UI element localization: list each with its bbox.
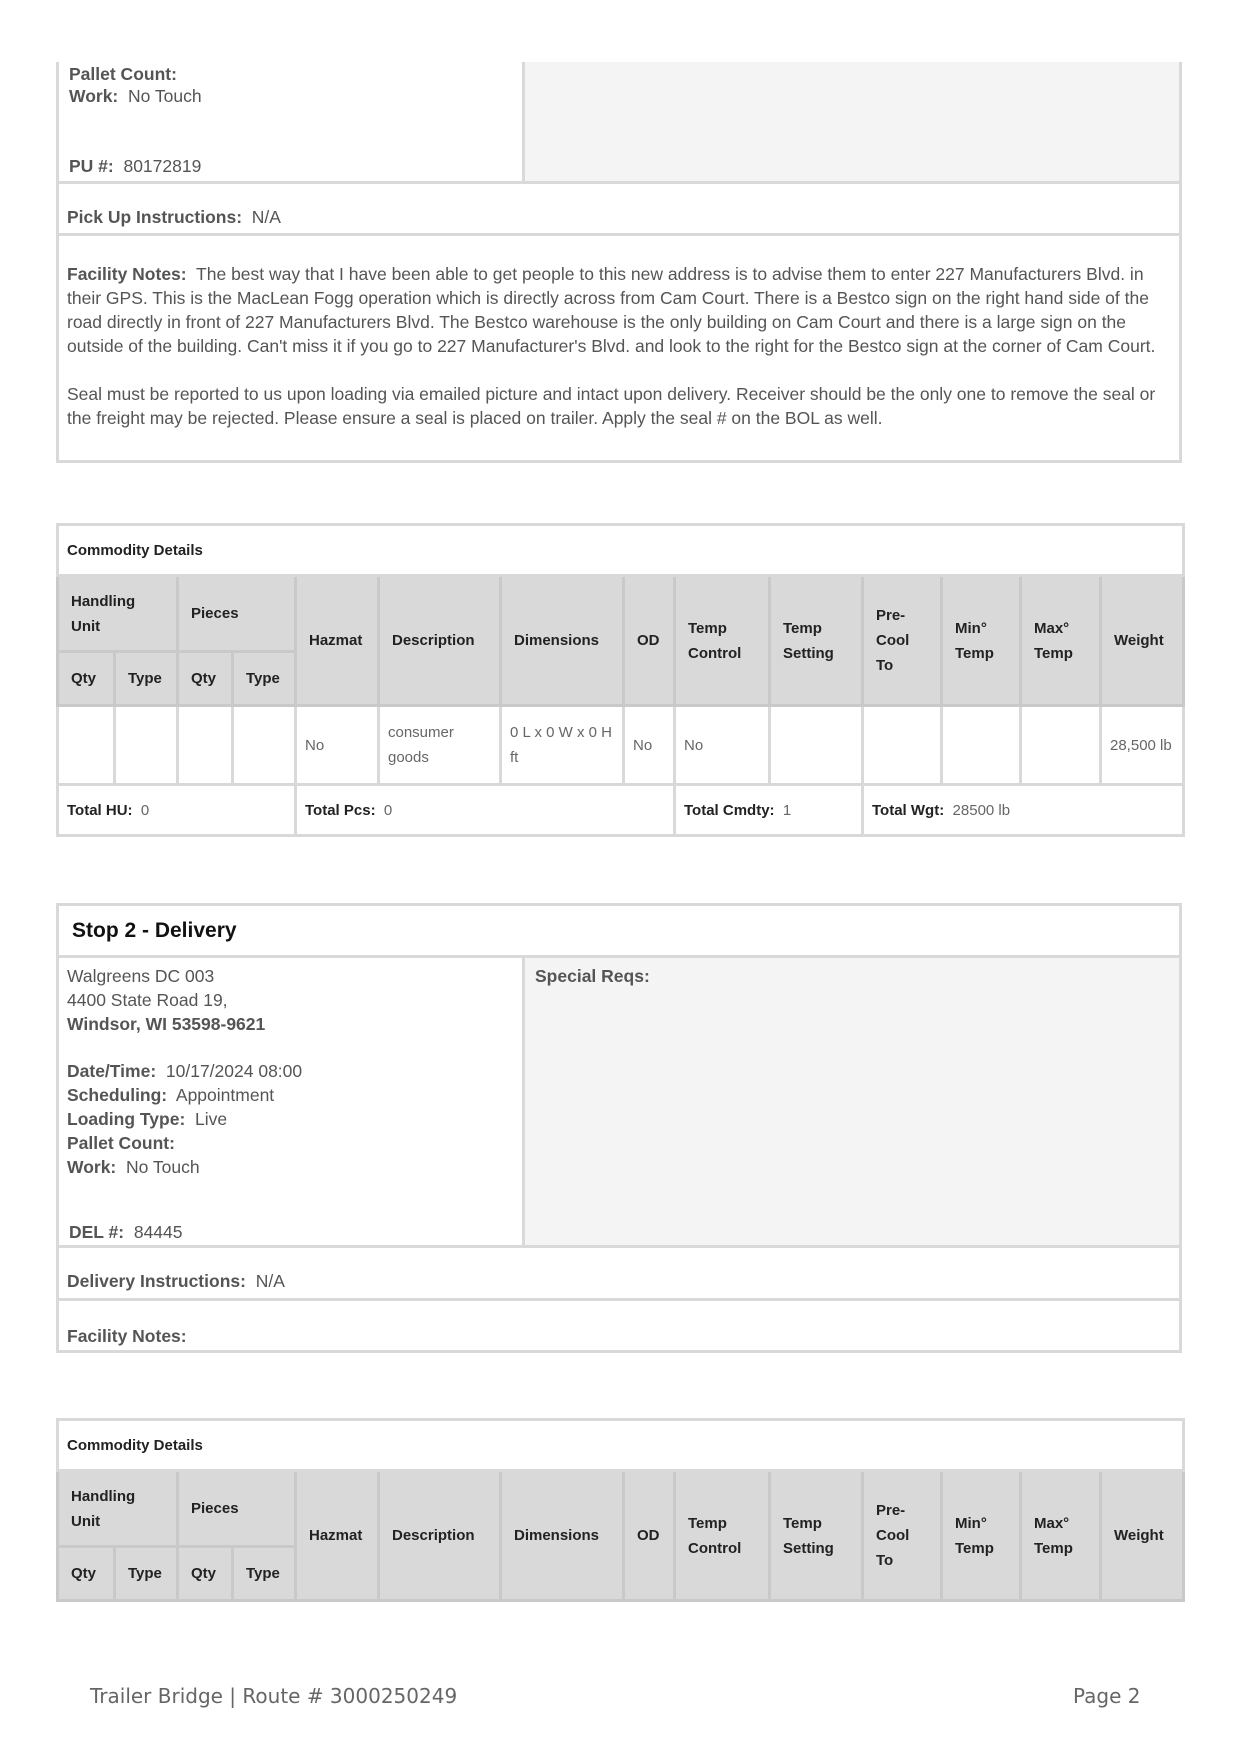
header-temp-setting: Temp Setting (770, 1471, 863, 1601)
facility-notes-label: Facility Notes: (67, 264, 187, 284)
table-row (58, 706, 1184, 785)
header-temp-control: Temp Control (675, 1471, 770, 1601)
header-pieces: Pieces (178, 576, 296, 652)
cell-pc-type (233, 706, 296, 785)
header-hu-type: Type (115, 652, 178, 706)
cell-max-temp (1021, 706, 1101, 785)
header-pc-qty: Qty (178, 1547, 233, 1601)
work-value: No Touch (128, 86, 202, 106)
consignee-city: Windsor, WI 53598-9621 (67, 1014, 266, 1034)
pickup-instructions-label: Pick Up Instructions: (67, 207, 243, 227)
commodity-title: Commodity Details (58, 525, 1184, 576)
total-hu-label: Total HU: (67, 801, 133, 819)
header-od: OD (624, 576, 675, 706)
stop1-right-panel (525, 62, 1179, 181)
commodity-table-2 (56, 1418, 1185, 1602)
stop2-details (56, 958, 1182, 1248)
datetime-value: 10/17/2024 08:00 (165, 1061, 303, 1081)
header-pieces: Pieces (178, 1471, 296, 1547)
del-value: 84445 (133, 1222, 183, 1242)
header-max-temp: Max° Temp (1021, 1471, 1101, 1601)
facility-notes-row-2 (56, 1298, 1182, 1353)
header-weight: Weight (1101, 1471, 1184, 1601)
facility-notes-label-2: Facility Notes: (67, 1326, 187, 1346)
footer-page-number: Page 2 (1073, 1684, 1141, 1708)
stop2-right-panel (525, 958, 1179, 1245)
total-cmdty-value: 1 (782, 801, 792, 819)
header-pc-qty: Qty (178, 652, 233, 706)
delivery-instructions-row (56, 1245, 1182, 1301)
header-description: Description (379, 1471, 501, 1601)
work-label-2: Work: (67, 1157, 117, 1177)
cell-hu-qty (58, 706, 115, 785)
header-handling-unit: Handling Unit (58, 1471, 178, 1547)
header-max-temp: Max° Temp (1021, 576, 1101, 706)
cell-weight: 28,500 lb (1101, 706, 1184, 785)
scheduling-value: Appointment (175, 1085, 275, 1105)
header-min-temp: Min° Temp (942, 1471, 1021, 1601)
totals-row (58, 785, 1184, 836)
cell-pre-cool (863, 706, 942, 785)
header-hu-qty: Qty (58, 652, 115, 706)
header-hazmat: Hazmat (296, 1471, 379, 1601)
header-min-temp: Min° Temp (942, 576, 1021, 706)
stop2-title: Stop 2 - Delivery (72, 919, 237, 942)
header-temp-setting: Temp Setting (770, 576, 863, 706)
pallet-count-label-2: Pallet Count: (67, 1133, 175, 1153)
delivery-instructions-label: Delivery Instructions: (67, 1271, 246, 1291)
total-cmdty (675, 785, 863, 836)
facility-notes-text: The best way that I have been able to get people to this new address is to advise them to enter 227 Manufacturers Blvd. in their GPS. This is the MacLean Fogg operation which is directly across from Cam Court. There is a Bestco sign on the right hand side of the road directly in front of 227 Manufacturers Blvd. The Bestco warehouse is the only building on Cam Court and there is a large sign on the outside of the building. Can't miss it if you go to 227 Manufacturer's Blvd. and look to the right for the Bestco sign at the corner of Cam Court. (67, 264, 1156, 356)
total-cmdty-label: Total Cmdty: (684, 801, 775, 819)
cell-temp-setting (770, 706, 863, 785)
total-wgt (863, 785, 1184, 836)
pu-label: PU #: (69, 156, 114, 176)
pu-value: 80172819 (123, 156, 202, 176)
header-dimensions: Dimensions (501, 576, 624, 706)
cell-pc-qty (178, 706, 233, 785)
header-description: Description (379, 576, 501, 706)
special-reqs-label: Special Reqs: (535, 966, 650, 986)
work-value-2: No Touch (126, 1157, 200, 1177)
header-pc-type: Type (233, 1547, 296, 1601)
total-wgt-label: Total Wgt: (872, 801, 945, 819)
header-handling-unit: Handling Unit (58, 576, 178, 652)
header-od: OD (624, 1471, 675, 1601)
commodity-table-1 (56, 523, 1185, 837)
header-pre-cool: Pre-Cool To (863, 576, 942, 706)
delivery-instructions-value: N/A (255, 1271, 285, 1291)
stop1-details (56, 62, 1182, 184)
header-hu-type: Type (115, 1547, 178, 1601)
header-temp-control: Temp Control (675, 576, 770, 706)
total-wgt-value: 28500 lb (952, 801, 1011, 819)
footer-route: Trailer Bridge | Route # 3000250249 (90, 1684, 458, 1708)
pickup-instructions-value: N/A (251, 207, 281, 227)
cell-dimensions: 0 L x 0 W x 0 H ft (501, 706, 624, 785)
stop2-left-panel (59, 958, 525, 1245)
stop2-header (56, 903, 1182, 958)
cell-min-temp (942, 706, 1021, 785)
total-hu-value: 0 (140, 801, 150, 819)
del-label: DEL #: (69, 1222, 125, 1242)
cell-hu-type (115, 706, 178, 785)
total-pcs-label: Total Pcs: (305, 801, 376, 819)
stop1-left-panel (59, 62, 525, 181)
seal-note: Seal must be reported to us upon loading via emailed picture and intact upon delivery. Receiver should be the only one to remove the seal or the freight may be rejected. Please ensure a seal is placed on trailer. Apply the seal # on the BOL as well. (67, 384, 1156, 428)
header-pre-cool: Pre-Cool To (863, 1471, 942, 1601)
header-weight: Weight (1101, 576, 1184, 706)
consignee-address: 4400 State Road 19, (67, 990, 228, 1010)
header-hazmat: Hazmat (296, 576, 379, 706)
cell-description: consumer goods (379, 706, 501, 785)
header-hu-qty: Qty (58, 1547, 115, 1601)
cell-temp-control: No (675, 706, 770, 785)
loading-type-value: Live (195, 1109, 228, 1129)
total-hu (58, 785, 296, 836)
consignee-name: Walgreens DC 003 (67, 966, 215, 986)
facility-notes-row (56, 233, 1182, 463)
work-label: Work: (69, 86, 119, 106)
commodity-title-2: Commodity Details (58, 1420, 1184, 1471)
total-pcs (296, 785, 675, 836)
total-pcs-value: 0 (383, 801, 393, 819)
header-dimensions: Dimensions (501, 1471, 624, 1601)
scheduling-label: Scheduling: (67, 1085, 168, 1105)
pallet-count-label: Pallet Count: (69, 64, 177, 84)
cell-hazmat: No (296, 706, 379, 785)
loading-type-label: Loading Type: (67, 1109, 186, 1129)
datetime-label: Date/Time: (67, 1061, 157, 1081)
cell-od: No (624, 706, 675, 785)
header-pc-type: Type (233, 652, 296, 706)
pickup-instructions-row (56, 181, 1182, 236)
